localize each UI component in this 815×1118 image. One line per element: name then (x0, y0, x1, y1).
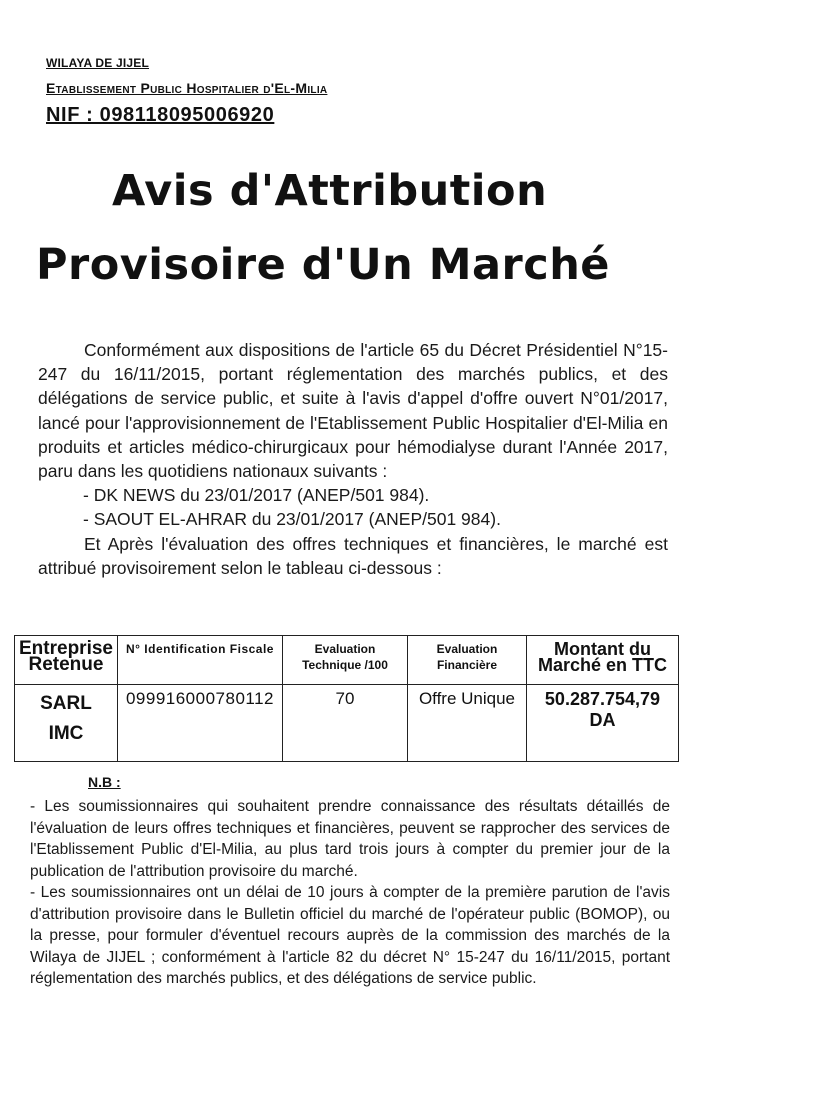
nb-point-1: - Les soumissionnaires qui souhaitent prendre connaissance des résultats détaillés de l'évaluation de leurs offres techniques et financières, peuvent se rapprocher des services de l'Etablissement Public d'El-Milia, au plus tard trois jours à compter du premier jour de la publication de l'attribution provisoire du marché. (30, 798, 670, 880)
header-technical: Evaluation Technique /100 (282, 636, 407, 685)
cell-financial: Offre Unique (407, 685, 526, 762)
header-amount: Montant du Marché en TTC (526, 636, 678, 685)
intro-section (38, 338, 668, 580)
cell-amount: 50.287.754,79 DA (526, 685, 678, 762)
press-item-2: - SAOUT EL-AHRAR du 23/01/2017 (ANEP/501 984). (83, 509, 501, 530)
wilaya-header: WILAYA DE JIJEL (46, 56, 150, 70)
company-line-2: IMC (48, 723, 84, 744)
table-header-row (15, 636, 679, 685)
nb-point-2: - Les soumissionnaires ont un délai de 10 jours à compter de la première parution de l'avis d'attribution provisoire dans le Bulletin officiel du marché de l'opérateur public (BOMOP), ou la presse, pour formuler d'éventuel recours auprès de la commission des marchés de la Wilaya de JIJEL ; conformément à l'article 82 du décret N° 15-247 du 16/11/2015, portant réglementation des marchés publics, et des délégations de service public. (30, 884, 670, 987)
intro-paragraph: Conformément aux dispositions de l'article 65 du Décret Présidentiel N°15-247 du 16/11/2015, portant réglementation des marchés publics, et des délégations de service public, et suite à l'avis d'appel d'offre ouvert N°01/2017, lancé pour l'approvisionnement de l'Etablissement Public Hospitalier d'El-Milia en produits et articles médico-chirurgicaux pour hémodialyse durant l'Année 2017, paru dans les quotidiens nationaux suivants : (38, 340, 668, 482)
title-line-2: Provisoire d'Un Marché (36, 240, 610, 290)
company-line-1: SARL (40, 693, 92, 714)
cell-nif: 099916000780112 (117, 685, 282, 762)
cell-company (15, 685, 118, 762)
establishment-header: Etablissement Public Hospitalier d'El-Milia (46, 80, 328, 96)
title-line-1: Avis d'Attribution (112, 166, 548, 216)
header-company: Entreprise Retenue (15, 636, 118, 685)
award-table (14, 635, 679, 762)
nif-header: NIF : 098118095006920 (46, 104, 275, 126)
nb-section (30, 796, 670, 990)
intro-conclusion: Et Après l'évaluation des offres techniques et financières, le marché est attribué provisoirement selon le tableau ci-dessous : (38, 533, 668, 578)
table-row (15, 685, 679, 762)
nb-label: N.B : (88, 774, 121, 790)
header-financial: Evaluation Financière (407, 636, 526, 685)
press-item-1: - DK NEWS du 23/01/2017 (ANEP/501 984). (83, 485, 430, 506)
cell-technical: 70 (282, 685, 407, 762)
header-nif: N° Identification Fiscale (117, 636, 282, 685)
